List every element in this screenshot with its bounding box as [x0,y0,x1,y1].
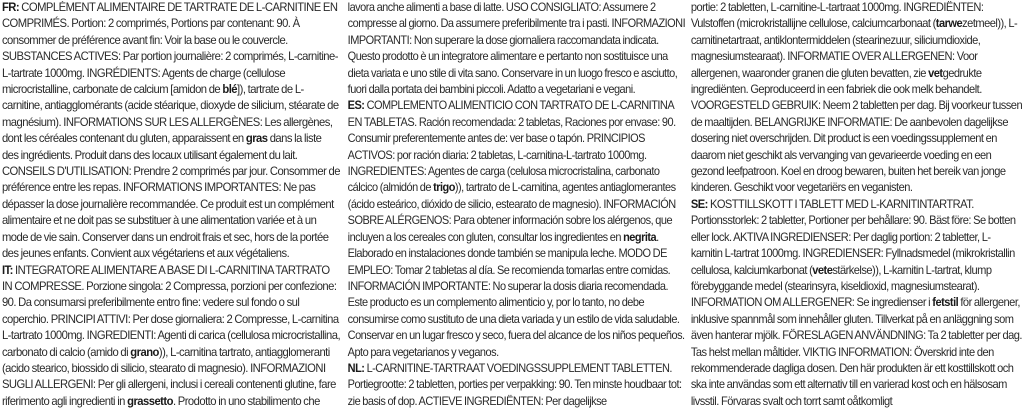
language-code: FR: [1,1,20,14]
allergen-bold: vet [928,66,943,80]
section-it-continued [348,0,685,98]
text-column-1 [0,0,342,419]
section-text: lavora anche alimenti a base di latte. USO CONSIGLIATO: Assumere 2 compresse al giorno. Da assumere preferibilmente tra i pasti. INFORMAZIONI IMPORTANTI: Non superare la dose giornaliera raccomandata indicata. Questo prodotto è un integratore alimentare e pertanto non sostituisce una dieta variata e uno stile di vita sano. Conservare in un luogo fresco e asciutto, fuori dalla portata dei bambini piccoli. Adatto a vegetariani e vegani. [347,1,686,97]
allergen-bold: trigo [433,181,455,195]
section-es [348,98,685,361]
section-fr [2,0,340,263]
section-text: KOSTTILLSKOTT I TABLETT MED L-KARNITINTARTRAT. Portionsstorlek: 2 tabletter, Portioner per behållare: 90. Bäst före: Se botten eller lock. AKTIVA INGREDIENSER: Per daglig portion: 2 tabletter, L-karnitin L-tartrat 1000mg. INGREDIENSER: Fyllnadsmedel (mikrokristallin cellulosa, kalciumkarbonat ( [690,197,1016,277]
section-it [2,263,340,411]
section-text: zetmeel)), L-carnitinetartraat, antiklontermiddelen (stearinezuur, siliciumdioxide, magnesiumstearaat). INFORMATIE OVER ALLERGENEN: Voor allergenen, waaronder granen die gluten bevatten, zie [690,17,1018,80]
section-text: L-CARNITINE-TARTRAAT VOEDINGSSUPPLEMENT TABLETTEN. Portiegrootte: 2 tabletten, porties per verpakking: 90. Ten minste houdbaar tot: zie basis of dop. ACTIEVE INGREDIËNTEN: Per dagelijkse [347,361,682,408]
allergen-bold: gras [245,132,268,146]
text-column-2 [342,0,687,419]
language-code: SE: [690,197,708,211]
allergen-bold: vete [812,263,833,277]
section-nl-continued [691,0,1022,197]
section-text: portie: 2 tabletten, L-carnitine-L-tartraat 1000mg. INGREDIËNTEN: Vulstoffen (microkristallijne cellulose, calciumcarbonaat ( [690,1,984,31]
allergen-bold: negrita [623,230,657,244]
section-text: ]), tartrate de L-carnitine, antiagglomérants (acide stéarique, dioxyde de silicium, stéarate de magnésium). INFORMATIONS SUR LES ALLERGÈNES: Les allergènes, dont les céréales contenant du gluten, apparaissent en [1,83,339,146]
language-code: ES: [347,99,365,113]
section-text: för allergener, inklusive spannmål som innehåller gluten. Tillverkat på en anläggning som även hanterar mjölk. FÖRESLAGEN ANVÄNDNING: Ta 2 tabletter per dag. Tas helst mellan måltider. VIKTIG INFORMATION: Överskrid inte den rekommenderade dagliga dosen. Den här produkten är ett kosttillskott och ska inte användas som ett alternativ till en varierad kost och en hälsosam livsstil. Förvaras svalt och torrt samt oåtkomligt [690,296,1022,408]
section-text: COMPLEMENTO ALIMENTICIO CON TARTRATO DE L-CARNITINA EN TABLETAS. Ración recomendada: 2 tabletas, Raciones por envase: 90. Consumir preferentemente antes de: ver base o tapón. PRINCIPIOS ACTIVOS: por ración diaria: 2 tabletas, L-carnitina-L-tartrato 1000mg. INGREDIENTES: Agentes de carga (celulosa microcristalina, carbonato cálcico (almidón de [347,99,676,195]
section-text: INTEGRATORE ALIMENTARE A BASE DI L-CARNITINA TARTRATO IN COMPRESSE. Porzione singola: 2 Compressa, porzioni per confezione: 90. Da consumarsi preferibilmente entro fine: vedere sul fondo o sul coperchio. PRINCIPI ATTIVI: Per dose giornaliera: 2 Compresse, L-carnitina L-tartrato 1000mg. INGREDIENTI: Agenti di carica (cellulosa microcristallina, carbonato di calcio (amido di [1,263,341,359]
language-code: NL: [347,361,365,375]
text-column-3 [687,0,1024,419]
allergen-bold: grano [130,345,159,359]
section-text: dans la liste des ingrédients. Produit dans des locaux utilisant également du lait. CONSEILS D'UTILISATION: Prendre 2 comprimés par jour. Consommer de préférence entre les repas. INFORMATIONS IMPORTANTES: Ne pas dépasser la dose journalière recommandée. Ce produit est un complément alimentaire et ne doit pas se substituer à une alimentation variée et à un mode de vie sain. Conserver dans un endroit frais et sec, hors de la portée des jeunes enfants. Convient aux végétariens et aux végétaliens. [1,132,340,261]
section-text: gedrukte ingrediënten. Geproduceerd in een fabriek die ook melk behandelt. VOORGESTELD GEBRUIK: Neem 2 tabletten per dag. Bij voorkeur tussen de maaltijden. BELANGRIJKE INFORMATIE: De aanbevolen dagelijkse dosering niet overschrijden. Dit product is een voedingssupplement en daarom niet geschikt als vervanging van gevarieerde voeding en een gezond leefpatroon. Koel en droog bewaren, buiten het bereik van jonge kinderen. Geschikt voor vegetariërs en veganisten. [690,66,1023,195]
section-text: . Prodotto in uno stabilimento che [172,394,320,408]
section-text: COMPLÉMENT ALIMENTAIRE DE TARTRATE DE L-CARNITINE EN COMPRIMÉS. Portion: 2 comprimés, Portions par contenant: 90. À consommer de préférence avant fin: Voir la base ou le couvercle. SUBSTANCES ACTIVES: Par portion journalière: 2 comprimés, L-carnitine-L-tartrate 1000mg. INGRÉDIENTS: Agents de charge (cellulose microcristalline, carbonate de calcium [amidon de [1,1,338,97]
language-code: IT: [1,263,13,277]
allergen-bold: blé [222,83,238,97]
allergen-bold: grassetto [127,394,173,408]
allergen-bold: tarwe [935,17,963,31]
allergen-bold: fetstil [932,296,959,310]
section-text: . Elaborado en instalaciones donde también se manipula leche. MODO DE EMPLEO: Tomar 2 tabletas al día. Se recomienda tomarlas entre comidas. INFORMACIÓN IMPORTANTE: No superar la dosis diaria recomendada. Este producto es un complemento alimenticio y, por lo tanto, no debe consumirse como sustituto de una dieta variada y un estilo de vida saludable. Conservar en un lugar fresco y seco, fuera del alcance de los niños pequeños. Apto para vegetarianos y veganos. [347,230,685,359]
section-text: )), tartrato de L-carnitina, agentes antiaglomerantes (ácido esteárico, dióxido de silicio, estearato de magnesio). INFORMACIÓN SOBRE ALÉRGENOS: Para obtener información sobre los alérgenos, que incluyen a los cereales con gluten, consultar los ingredientes en [347,181,676,244]
section-text: stärkelse)), L-karnitin L-tartrat, klump förebyggande medel (stearinsyra, kiseldioxid, magnesiumstearat). INFORMATION OM ALLERGENER: Se ingredienser i [690,263,992,310]
section-se [691,197,1022,410]
section-text: )), L-carnitina tartrato, antiagglomeranti (acido stearico, biossido di silicio, stearato di magnesio). INFORMAZIONI SUGLI ALLERGENI: Per gli allergeni, inclusi i cereali contenenti glutine, fare riferimento agli ingredienti in [1,345,336,408]
section-nl [348,361,685,410]
